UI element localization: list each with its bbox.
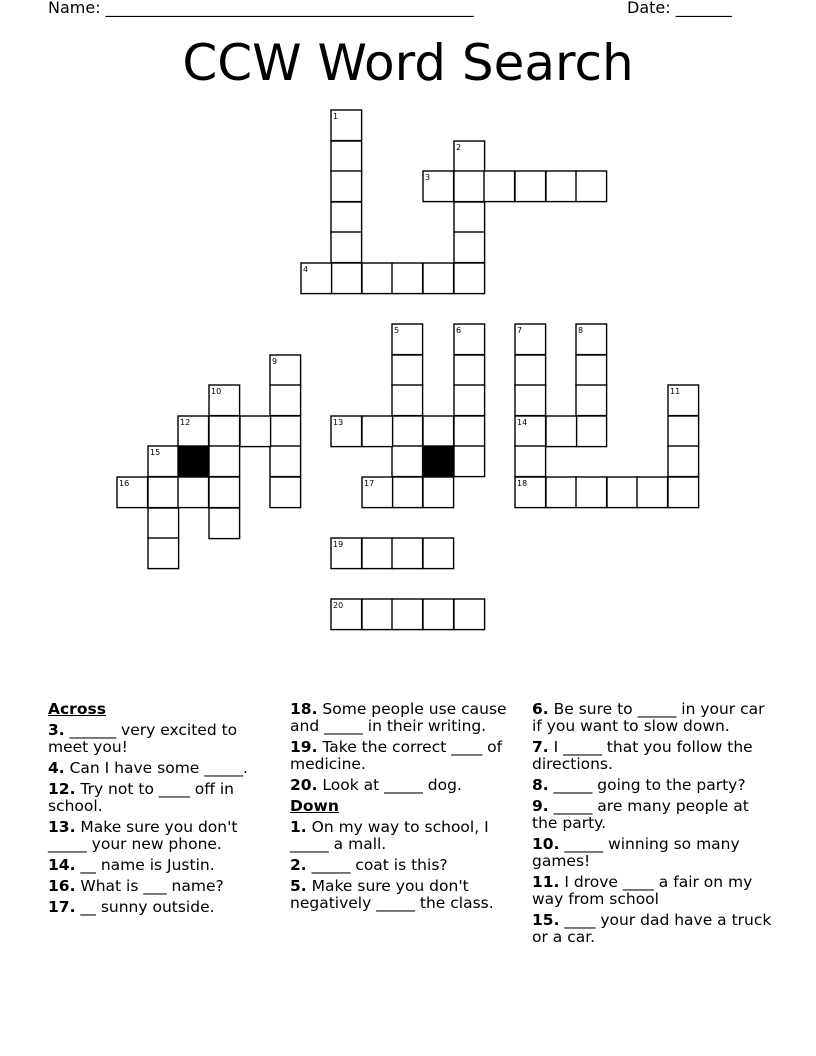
clue-item (290, 857, 515, 874)
clue-item (290, 739, 515, 773)
grid-cell[interactable] (392, 355, 423, 386)
grid-cell[interactable] (668, 416, 699, 447)
clue-column-2 (290, 701, 515, 916)
grid-cell[interactable] (392, 599, 423, 630)
clue-text: On my way to school, I _____ a mall. (290, 818, 489, 853)
clue-text: Take the correct ____ of medicine. (290, 738, 503, 773)
grid-cell[interactable] (423, 599, 454, 630)
grid-cell[interactable] (484, 171, 515, 202)
clue-item (532, 874, 772, 908)
grid-cell[interactable] (270, 446, 301, 477)
grid-cell[interactable] (546, 477, 577, 508)
grid-cell[interactable] (392, 477, 423, 508)
grid-cell[interactable] (637, 477, 668, 508)
grid-cell[interactable] (515, 446, 546, 477)
grid-cell[interactable] (331, 141, 362, 172)
grid-cell[interactable] (576, 385, 607, 416)
grid-cell[interactable] (576, 416, 607, 447)
clue-item (290, 701, 515, 735)
cell-number: 13 (333, 418, 344, 427)
grid-cell[interactable] (576, 355, 607, 386)
clue-text: Try not to ____ off in school. (48, 780, 235, 815)
clue-item (532, 836, 772, 870)
clue-text: __ sunny outside. (75, 898, 215, 916)
grid-cell[interactable] (454, 263, 485, 294)
clue-number: 4. (48, 759, 65, 777)
clue-item (48, 857, 263, 874)
black-cell[interactable] (178, 446, 209, 477)
grid-cell[interactable] (576, 477, 607, 508)
clue-text: ______ very excited to meet you! (48, 721, 238, 756)
grid-cell[interactable] (362, 538, 393, 569)
clue-text: What is ___ name? (75, 877, 224, 895)
grid-cell[interactable] (668, 477, 699, 508)
grid-cell[interactable] (148, 508, 179, 539)
cell-number: 19 (333, 540, 344, 549)
grid-cell[interactable] (576, 171, 607, 202)
clue-number: 7. (532, 738, 549, 756)
clue-number: 18. (290, 700, 318, 718)
grid-cell[interactable] (392, 416, 423, 447)
clue-number: 2. (290, 856, 307, 874)
clue-item (290, 878, 515, 912)
grid-cell[interactable] (454, 446, 485, 477)
cell-number: 14 (517, 418, 528, 427)
clue-text: Some people use cause and _____ in their writing. (290, 700, 507, 735)
cell-number: 7 (517, 326, 523, 335)
grid-cell[interactable] (423, 477, 454, 508)
clue-number: 9. (532, 797, 549, 815)
clue-item (48, 781, 263, 815)
clue-text: _____ are many people at the party. (532, 797, 749, 832)
grid-cell[interactable] (546, 171, 577, 202)
cell-number: 4 (303, 265, 309, 274)
grid-cell[interactable] (392, 263, 423, 294)
grid-cell[interactable] (515, 171, 546, 202)
grid-cell[interactable] (454, 232, 485, 263)
grid-cell[interactable] (392, 385, 423, 416)
clue-item (48, 722, 263, 756)
clue-item (48, 878, 263, 895)
grid-cell[interactable] (240, 416, 271, 447)
clue-item (290, 819, 515, 853)
cell-number: 5 (394, 326, 400, 335)
cell-number: 1 (333, 112, 339, 121)
clue-number: 8. (532, 776, 549, 794)
clue-number: 3. (48, 721, 65, 739)
clue-item (48, 819, 263, 853)
cell-number: 18 (517, 479, 528, 488)
grid-cell[interactable] (392, 446, 423, 477)
clue-item (290, 777, 515, 794)
grid-cell[interactable] (607, 477, 638, 508)
grid-cell[interactable] (209, 508, 240, 539)
clue-text: Be sure to _____ in your car if you want to slow down. (532, 700, 765, 735)
clue-text: Make sure you don't negatively _____ the class. (290, 877, 494, 912)
cell-number: 2 (456, 143, 462, 152)
cell-number: 15 (150, 448, 161, 457)
clue-item (48, 899, 263, 916)
grid-cell[interactable] (515, 355, 546, 386)
clue-text: I drove ____ a fair on my way from school (532, 873, 753, 908)
clue-number: 16. (48, 877, 76, 895)
grid-cell[interactable] (454, 171, 485, 202)
grid-cell[interactable] (362, 263, 393, 294)
cell-number: 3 (425, 173, 431, 182)
grid-cell[interactable] (209, 477, 240, 508)
cell-number: 9 (272, 357, 278, 366)
grid-cell[interactable] (270, 477, 301, 508)
grid-cell[interactable] (331, 202, 362, 233)
clue-text: _____ winning so many games! (532, 835, 740, 870)
clue-text: _____ coat is this? (306, 856, 448, 874)
clue-number: 15. (532, 911, 560, 929)
grid-cell[interactable] (209, 416, 240, 447)
clue-number: 17. (48, 898, 76, 916)
cell-number: 17 (364, 479, 375, 488)
clue-number: 19. (290, 738, 318, 756)
clue-column-3 (532, 701, 772, 950)
clue-number: 20. (290, 776, 318, 794)
grid-cell[interactable] (148, 538, 179, 569)
grid-cell[interactable] (362, 599, 393, 630)
grid-cell[interactable] (331, 263, 362, 294)
clue-item (532, 701, 772, 735)
clue-item (532, 739, 772, 773)
grid-cell[interactable] (331, 171, 362, 202)
grid-cell[interactable] (454, 385, 485, 416)
cell-number: 20 (333, 601, 344, 610)
across-heading: Across (48, 700, 106, 718)
grid-cell[interactable] (668, 446, 699, 477)
black-cell[interactable] (423, 446, 454, 477)
clue-number: 14. (48, 856, 76, 874)
clue-number: 1. (290, 818, 307, 836)
cell-number: 10 (211, 387, 222, 396)
grid-cell[interactable] (423, 263, 454, 294)
clue-item (48, 760, 263, 777)
grid-cell[interactable] (209, 446, 240, 477)
clue-number: 6. (532, 700, 549, 718)
grid-cell[interactable] (515, 385, 546, 416)
grid-cell[interactable] (362, 416, 393, 447)
cell-number: 11 (670, 387, 681, 396)
clue-text: _____ going to the party? (548, 776, 746, 794)
clue-column-1 (48, 701, 263, 920)
clue-text: Can I have some _____. (64, 759, 248, 777)
grid-cell[interactable] (392, 538, 423, 569)
cell-number: 8 (578, 326, 584, 335)
clue-text: I _____ that you follow the directions. (532, 738, 753, 773)
grid-cell[interactable] (178, 477, 209, 508)
grid-cell[interactable] (270, 385, 301, 416)
grid-cell[interactable] (270, 416, 301, 447)
grid-cell[interactable] (331, 232, 362, 263)
grid-cell[interactable] (454, 202, 485, 233)
cell-number: 6 (456, 326, 462, 335)
clue-item (532, 912, 772, 946)
clue-number: 5. (290, 877, 307, 895)
grid-cell[interactable] (454, 355, 485, 386)
clue-item (532, 777, 772, 794)
clue-number: 10. (532, 835, 560, 853)
clue-number: 13. (48, 818, 76, 836)
cell-number: 16 (119, 479, 130, 488)
clue-text: __ name is Justin. (75, 856, 215, 874)
grid-cell[interactable] (454, 599, 485, 630)
clue-text: Make sure you don't _____ your new phone. (48, 818, 238, 853)
clue-text: ____ your dad have a truck or a car. (532, 911, 772, 946)
clue-item (532, 798, 772, 832)
clue-text: Look at _____ dog. (317, 776, 462, 794)
grid-cell[interactable] (148, 477, 179, 508)
grid-cell[interactable] (423, 416, 454, 447)
clue-number: 12. (48, 780, 76, 798)
puzzle-title: CCW Word Search (182, 34, 634, 92)
down-heading: Down (290, 797, 339, 815)
grid-cell[interactable] (546, 416, 577, 447)
cell-number: 12 (180, 418, 191, 427)
date-field-label: Date: _______ (627, 0, 732, 17)
grid-cell[interactable] (454, 416, 485, 447)
name-field-label: Name: ______________________________________________ (48, 0, 474, 17)
clue-number: 11. (532, 873, 560, 891)
grid-cell[interactable] (423, 538, 454, 569)
